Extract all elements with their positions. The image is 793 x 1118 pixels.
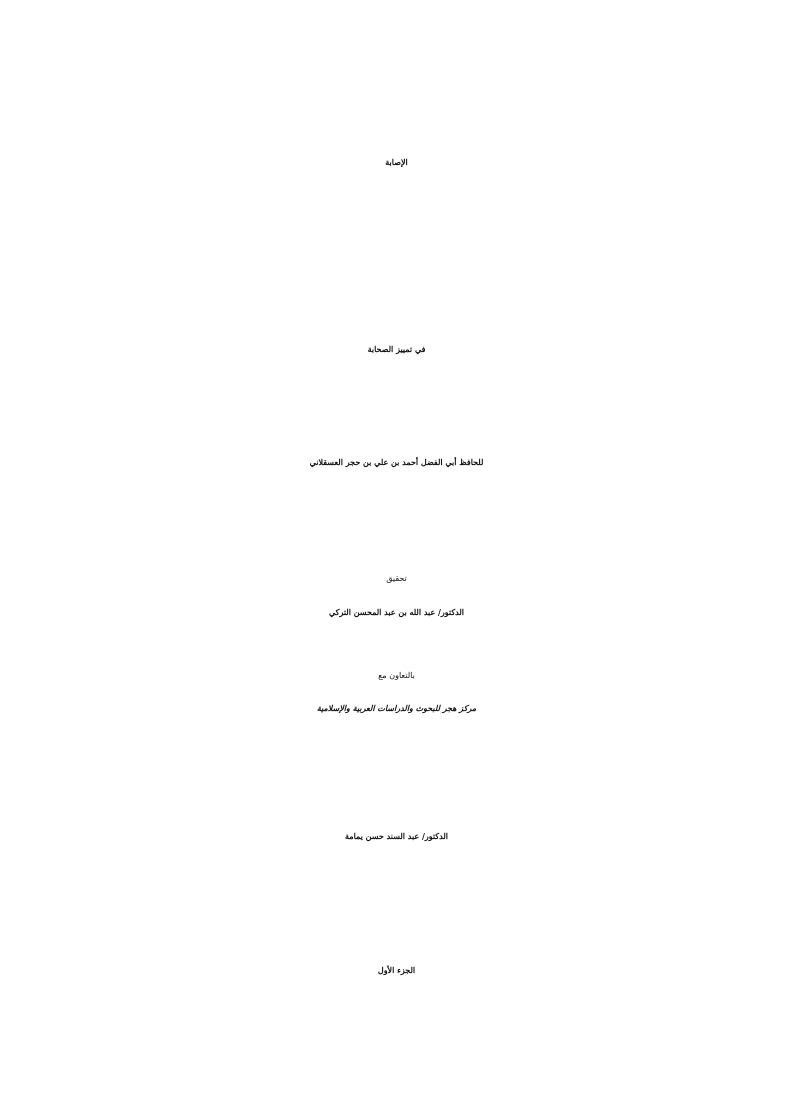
editor-primary: الدكتور/ عبد الله بن عبد المحسن التركي (328, 607, 465, 617)
cooperation-label: بالتعاون مع (378, 671, 415, 680)
volume-label: الجزء الأول (377, 965, 416, 975)
institution-name: مركز هجر للبحوث والدراسات العربية والإسلامية (316, 703, 477, 713)
book-title: الإصابة (385, 157, 408, 167)
author-line: للحافظ أبي الفضل أحمد بن علي بن حجر العسقلاني (309, 457, 484, 467)
editor-secondary: الدكتور/ عبد السند حسن يمامة (345, 831, 448, 841)
edited-by-label: تحقيق (386, 574, 407, 583)
book-subtitle: في تمييز الصحابة (367, 344, 426, 354)
